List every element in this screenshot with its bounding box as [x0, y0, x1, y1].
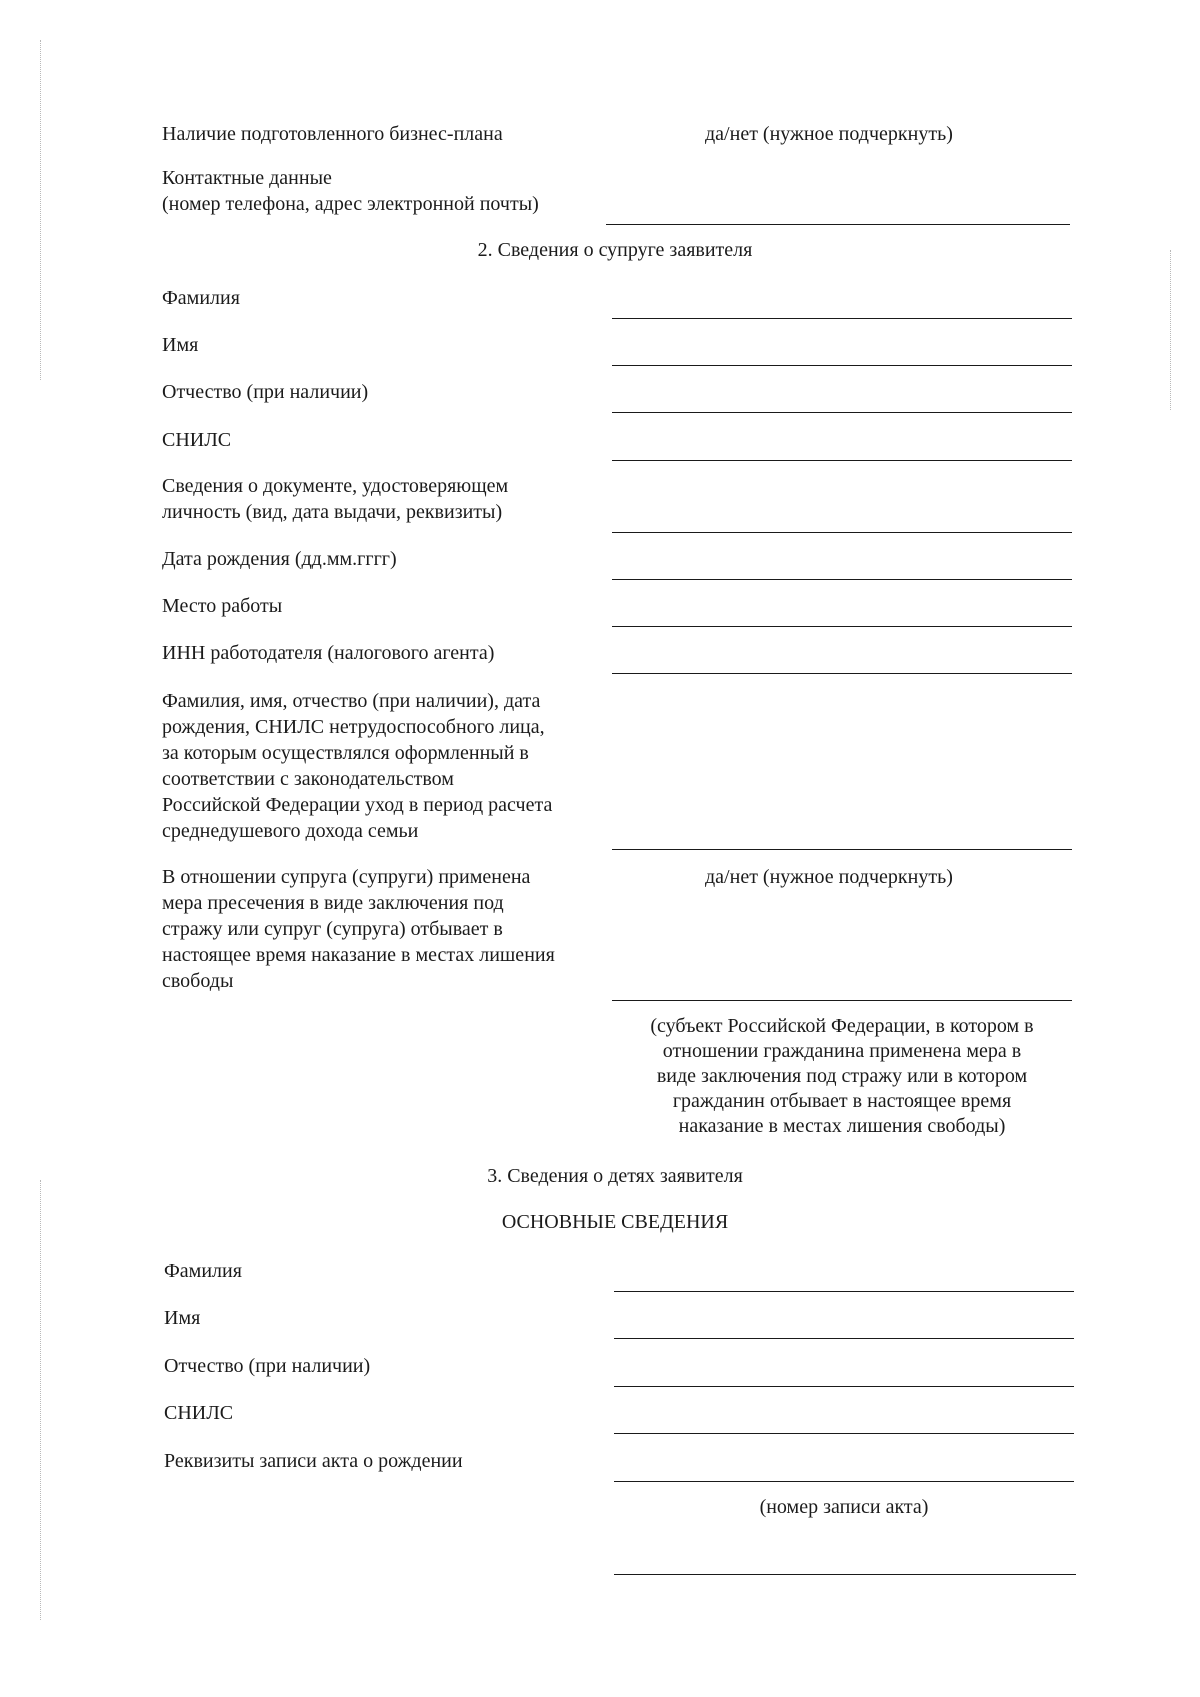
detention-caption-line1: (субъект Российской Федерации, в котором в	[650, 1015, 1034, 1037]
spouse-snils-line[interactable]	[612, 460, 1072, 461]
contacts-label-line1: Контактные данные	[162, 167, 332, 189]
section2-title: 2. Сведения о супруге заявителя	[477, 239, 753, 261]
section3-title: 3. Сведения о детях заявителя	[487, 1165, 743, 1187]
child-surname-label: Фамилия	[164, 1260, 242, 1282]
caretaker-label-line2: рождения, СНИЛС нетрудоспособного лица,	[162, 716, 545, 738]
detention-label-line4: настоящее время наказание в местах лишения	[162, 944, 555, 966]
scan-margin-dots-left-lower	[40, 1180, 42, 1620]
detention-label-line2: мера пресечения в виде заключения под	[162, 892, 504, 914]
spouse-patronymic-line[interactable]	[612, 412, 1072, 413]
spouse-workplace-line[interactable]	[612, 626, 1072, 627]
spouse-surname-line[interactable]	[612, 318, 1072, 319]
detention-caption-line2: отношении гражданина применена мера в	[662, 1040, 1022, 1062]
business-plan-label: Наличие подготовленного бизнес-плана	[162, 123, 503, 145]
spouse-id-doc-label-line1: Сведения о документе, удостоверяющем	[162, 475, 509, 497]
spouse-name-label: Имя	[162, 334, 199, 356]
detention-label-line3: стражу или супруг (супруга) отбывает в	[162, 918, 503, 940]
detention-caption-line3: виде заключения под стражу или в котором	[656, 1065, 1028, 1087]
spouse-name-line[interactable]	[612, 365, 1072, 366]
scan-margin-dots-left	[40, 40, 42, 380]
detention-region-line[interactable]	[612, 1000, 1072, 1001]
child-name-line[interactable]	[614, 1338, 1074, 1339]
spouse-snils-label: СНИЛС	[162, 429, 232, 451]
child-snils-label: СНИЛС	[164, 1402, 234, 1424]
detention-caption-line4: гражданин отбывает в настоящее время	[672, 1090, 1012, 1112]
detention-label-line5: свободы	[162, 970, 234, 992]
scan-margin-dots-right	[1170, 250, 1172, 410]
detention-caption-line5: наказание в местах лишения свободы)	[678, 1115, 1006, 1137]
child-surname-line[interactable]	[614, 1291, 1074, 1292]
employer-inn-line[interactable]	[612, 673, 1072, 674]
birth-act-line[interactable]	[614, 1481, 1074, 1482]
birth-act-label: Реквизиты записи акта о рождении	[164, 1450, 463, 1472]
contacts-label-line2: (номер телефона, адрес электронной почты)	[162, 193, 539, 215]
caretaker-line[interactable]	[612, 849, 1072, 850]
extra-act-line[interactable]	[614, 1574, 1076, 1575]
child-name-label: Имя	[164, 1307, 201, 1329]
child-patronymic-line[interactable]	[614, 1386, 1074, 1387]
caretaker-label-line6: среднедушевого дохода семьи	[162, 820, 419, 842]
spouse-birthdate-label: Дата рождения (дд.мм.гггг)	[162, 548, 397, 570]
caretaker-label-line1: Фамилия, имя, отчество (при наличии), дата	[162, 690, 541, 712]
spouse-patronymic-label: Отчество (при наличии)	[162, 381, 369, 403]
spouse-id-doc-line[interactable]	[612, 532, 1072, 533]
caretaker-label-line3: за которым осуществлялся оформленный в	[162, 742, 529, 764]
caretaker-label-line5: Российской Федерации уход в период расчета	[162, 794, 553, 816]
child-snils-line[interactable]	[614, 1433, 1074, 1434]
detention-label-line1: В отношении супруга (супруги) применена	[162, 866, 531, 888]
contacts-input-line[interactable]	[606, 224, 1070, 225]
spouse-birthdate-line[interactable]	[612, 579, 1072, 580]
caretaker-label-line4: соответствии с законодательством	[162, 768, 454, 790]
act-number-caption: (номер записи акта)	[759, 1496, 929, 1518]
employer-inn-label: ИНН работодателя (налогового агента)	[162, 642, 495, 664]
business-plan-answer[interactable]: да/нет (нужное подчеркнуть)	[705, 123, 953, 145]
child-patronymic-label: Отчество (при наличии)	[164, 1355, 371, 1377]
spouse-surname-label: Фамилия	[162, 287, 240, 309]
detention-answer[interactable]: да/нет (нужное подчеркнуть)	[705, 866, 953, 888]
spouse-workplace-label: Место работы	[162, 595, 283, 617]
spouse-id-doc-label-line2: личность (вид, дата выдачи, реквизиты)	[162, 501, 503, 523]
section3-subtitle: ОСНОВНЫЕ СВЕДЕНИЯ	[501, 1211, 729, 1233]
